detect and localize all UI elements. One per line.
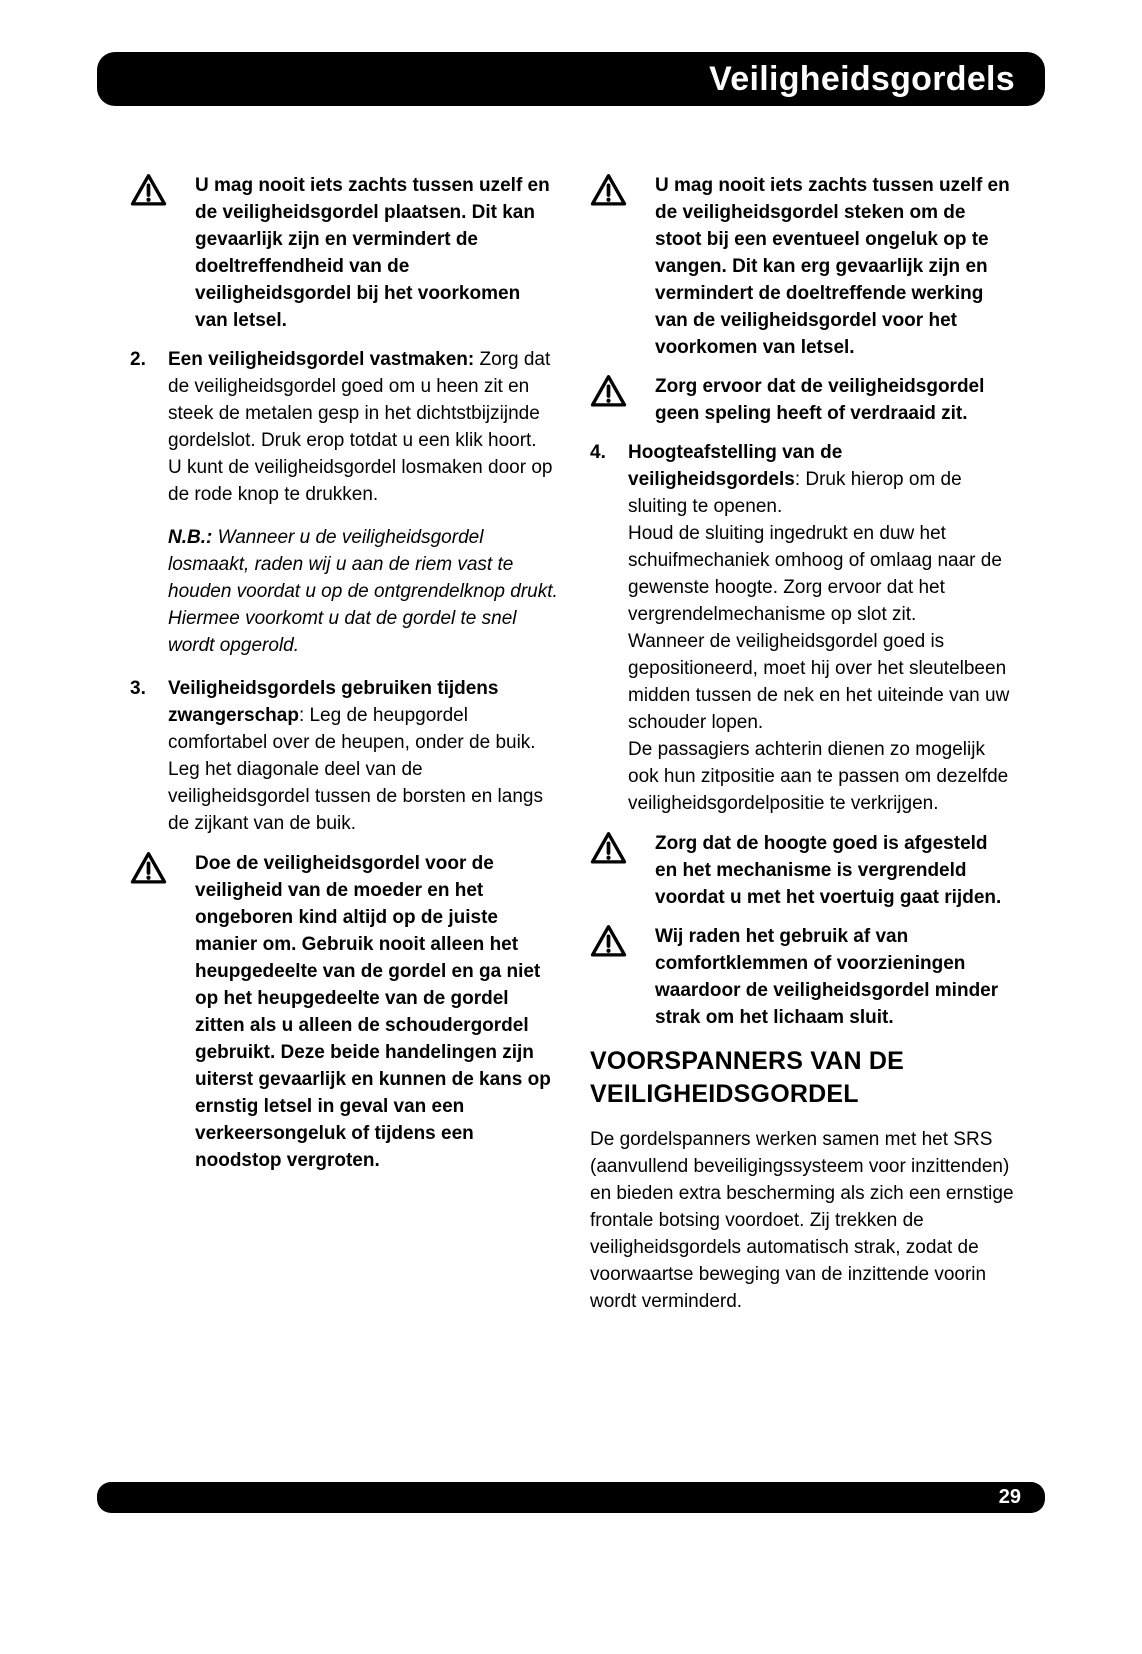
list-item-lead: Veiligheidsgordels gebruiken tijdens zwangerschap bbox=[168, 678, 499, 726]
page-number: 29 bbox=[998, 1486, 1021, 1508]
warning-block-height-locked bbox=[590, 830, 1014, 911]
left-column bbox=[130, 172, 558, 1186]
warning-block-soft-items bbox=[130, 172, 558, 334]
warning-block-no-slack bbox=[590, 373, 1014, 427]
note-text bbox=[168, 524, 558, 659]
list-item-rest: : Leg de heupgordel comfortabel over de heupen, onder de buik. Leg het diagonale deel van de veiligheidsgordel tussen de borsten en langs de zijkant van de buik. bbox=[168, 705, 543, 834]
warning-icon bbox=[590, 373, 655, 427]
warning-text: U mag nooit iets zachts tussen uzelf en de veiligheidsgordel steken om de stoot bij een eventueel ongeluk op te vangen. Dit kan erg gevaarlijk zijn en vermindert de doeltreffende werking van de veiligheidsgordel voor het voorkomen van letsel. bbox=[655, 175, 1010, 358]
list-item-rest: Zorg dat de veiligheidsgordel goed om u heen zit en steek de metalen gesp in het dichtstbijzijnde gordelslot. Druk erop totdat u een klik hoort. bbox=[168, 349, 551, 451]
list-number: 2. bbox=[130, 349, 146, 370]
list-item-text bbox=[168, 346, 558, 454]
list-item-text: Wanneer de veiligheidsgordel goed is gepositioneerd, moet hij over het sleutelbeen midden tussen de nek en het uiteinde van uw schouder lopen. bbox=[628, 631, 1010, 733]
list-item-height-adjustment bbox=[590, 439, 1014, 817]
list-item-text: U kunt de veiligheidsgordel losmaken door op de rode knop te drukken. bbox=[168, 457, 553, 505]
warning-icon bbox=[130, 850, 195, 1174]
page-title: Veiligheidsgordels bbox=[709, 59, 1015, 98]
right-column bbox=[590, 172, 1014, 1315]
list-number: 3. bbox=[130, 678, 146, 699]
list-item-body bbox=[628, 439, 1014, 817]
list-number: 4. bbox=[590, 442, 606, 463]
list-item-rest: : Druk hierop om de sluiting te openen. bbox=[628, 469, 962, 517]
warning-text: Zorg dat de hoogte goed is afgesteld en het mechanisme is vergrendeld voordat u met het voertuig gaat rijden. bbox=[655, 833, 1002, 908]
list-item-pregnancy bbox=[130, 675, 558, 837]
warning-text: Doe de veiligheidsgordel voor de veiligheid van de moeder en het ongeboren kind altijd op de juiste manier om. Gebruik nooit alleen het heupgedeelte van de gordel en ga niet op het heupgedeelte van de gordel zitten als u alleen de schoudergordel gebruikt. Deze beide handelingen zijn uiterst gevaarlijk en kunnen de kans op ernstig letsel in geval van een verkeersongeluk of tijdens een noodstop vergroten. bbox=[195, 853, 551, 1171]
note-body: Wanneer u de veiligheidsgordel losmaakt, raden wij u aan de riem vast te houden voordat u op de ontgrendelknop drukt. Hiermee voorkomt u dat de gordel te snel wordt opgerold. bbox=[168, 527, 558, 656]
warning-block-mother-child bbox=[130, 850, 558, 1174]
list-item-text bbox=[168, 675, 558, 837]
warning-icon bbox=[130, 172, 195, 334]
header-bar bbox=[97, 52, 1045, 106]
list-item-fasten-belt bbox=[130, 346, 558, 508]
note-label: N.B.: bbox=[168, 527, 213, 548]
warning-text: U mag nooit iets zachts tussen uzelf en de veiligheidsgordel plaatsen. Dit kan gevaarlijk zijn en vermindert de doeltreffendheid van de veiligheidsgordel bij het voorkomen van letsel. bbox=[195, 175, 550, 331]
list-item-body bbox=[168, 675, 558, 837]
footer-bar bbox=[97, 1482, 1045, 1513]
note-block bbox=[168, 524, 558, 659]
list-item-text: De passagiers achterin dienen zo mogelijk ook hun zitpositie aan te passen om dezelfde veiligheidsgordelpositie te verkrijgen. bbox=[628, 739, 1009, 814]
list-item-body bbox=[168, 346, 558, 508]
list-item-text bbox=[628, 439, 1014, 520]
warning-icon bbox=[590, 172, 655, 361]
section-heading-pretensioners: VOORSPANNERS VAN DE VEILIGHEIDSGORDEL bbox=[590, 1047, 905, 1108]
list-item-text: Houd de sluiting ingedrukt en duw het schuifmechaniek omhoog of omlaag naar de gewenste hoogte. Zorg ervoor dat het vergrendelmechanisme op slot zit. bbox=[628, 523, 1002, 625]
section-body-pretensioners: De gordelspanners werken samen met het SRS (aanvullend beveiligingssysteem voor inzittenden) en bieden extra bescherming als zich een ernstige frontale botsing voordoet. Zij trekken de veiligheidsgordels automatisch strak, zodat de voorwaartse beweging van de inzittende voorin wordt verminderd. bbox=[590, 1129, 1014, 1312]
warning-text: Zorg ervoor dat de veiligheidsgordel geen speling heeft of verdraaid zit. bbox=[655, 376, 985, 424]
warning-block-comfort-clips bbox=[590, 923, 1014, 1031]
warning-icon bbox=[590, 830, 655, 911]
list-item-lead: Hoogteafstelling van de veiligheidsgordels bbox=[628, 442, 843, 490]
list-item-lead: Een veiligheidsgordel vastmaken: bbox=[168, 349, 475, 370]
warning-text: Wij raden het gebruik af van comfortklemmen of voorzieningen waardoor de veiligheidsgordel minder strak om het lichaam sluit. bbox=[655, 926, 999, 1028]
warning-block-soft-items-impact bbox=[590, 172, 1014, 361]
warning-icon bbox=[590, 923, 655, 1031]
